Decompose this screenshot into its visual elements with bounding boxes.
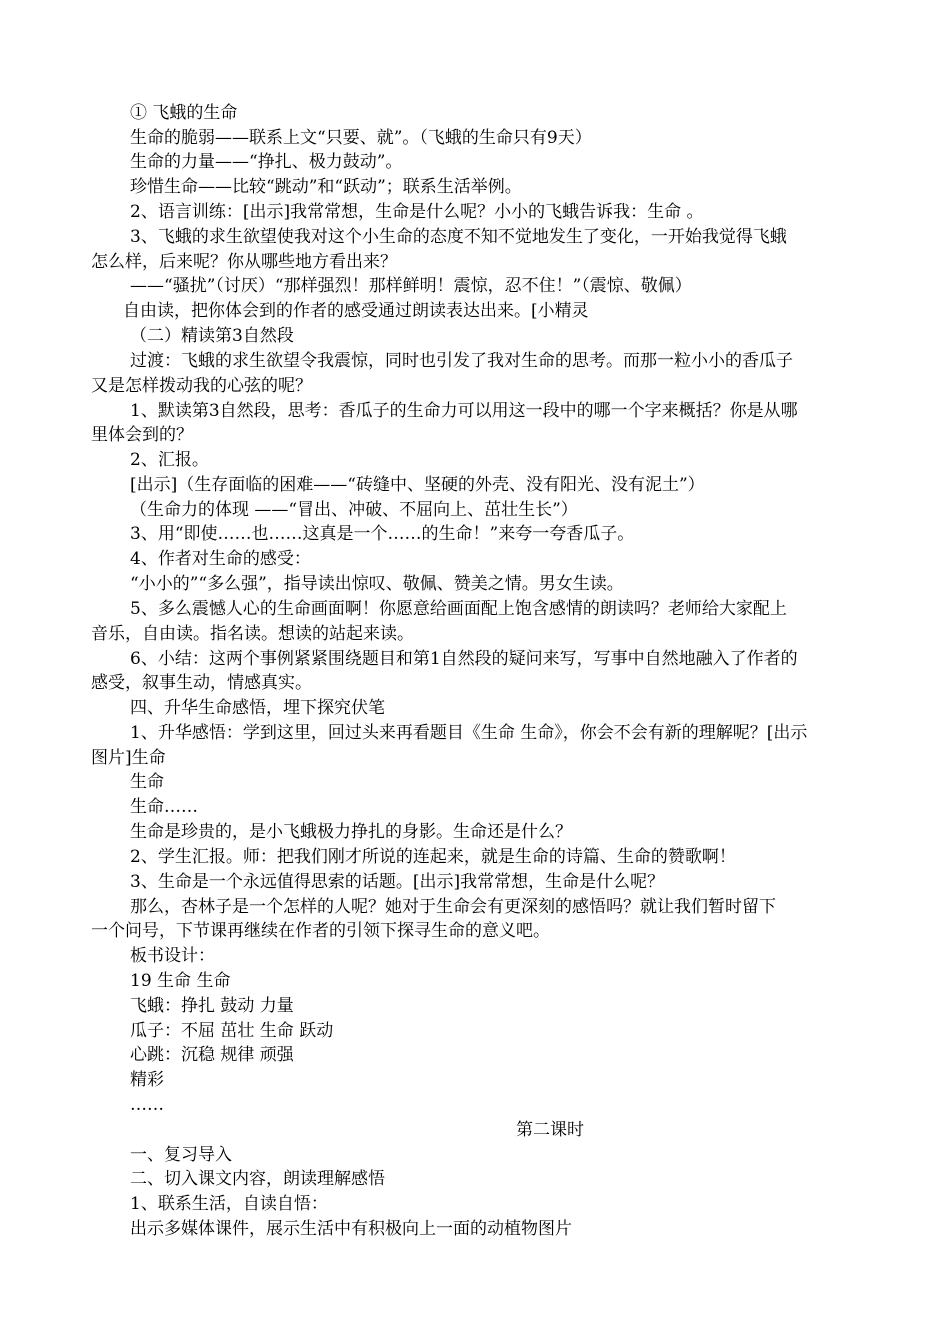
text-line: 生命的脆弱——联系上文“只要、就”。（飞蛾的生命只有9天） [130, 128, 592, 148]
text-line: （生命力的体现 ——“冒出、冲破、不屈向上、茁壮生长”） [130, 500, 578, 520]
text-line: [出示]（生存面临的困难——“砖缝中、坚硬的外壳、没有阳光、没有泥土”） [130, 475, 705, 495]
text-line: 感受，叙事生动，情感真实。 [91, 673, 312, 693]
text-line: ① 飞蛾的生命 [130, 103, 238, 123]
text-line: 2、语言训练：[出示]我常常想，生命是什么呢？小小的飞蛾告诉我：生命 。 [130, 202, 704, 222]
text-line: 音乐，自由读。指名读。想读的站起来读。 [91, 624, 414, 644]
board-line: 飞蛾：挣扎 鼓动 力量 [130, 996, 294, 1016]
text-line: 珍惜生命——比较“跳动”和“跃动”；联系生活举例。 [130, 177, 522, 197]
section-heading: （二）精读第3自然段 [130, 326, 294, 346]
text-line: 1、联系生活，自读自悟： [130, 1194, 328, 1214]
text-line: 3、用“即使……也……这真是一个……的生命！”来夸一夸香瓜子。 [130, 524, 635, 544]
text-line: 图片]生命 [91, 748, 166, 768]
text-line: 3、飞蛾的求生欲望使我对这个小生命的态度不知不觉地发生了变化，一开始我觉得飞蛾 [130, 227, 787, 247]
text-line: 3、生命是一个永远值得思索的话题。[出示]我常常想，生命是什么呢？ [130, 872, 665, 892]
board-line: 瓜子：不屈 茁壮 生命 跃动 [130, 1021, 334, 1041]
text-line: 一个问号，下节课再继续在作者的引领下探寻生命的意义吧。 [91, 921, 550, 941]
text-line: 生命 [130, 772, 164, 792]
text-line: 生命是珍贵的，是小飞蛾极力挣扎的身影。生命还是什么？ [130, 822, 572, 842]
lesson-title: 第二课时 [516, 1120, 584, 1140]
text-line: 6、小结：这两个事例紧紧围绕题目和第1自然段的疑问来写，写事中自然地融入了作者的 [130, 649, 798, 669]
board-line: 精彩 [130, 1070, 164, 1090]
text-line: 自由读，把你体会到的作者的感受通过朗读表达出来。[小精灵 [123, 301, 589, 321]
text-line: 5、多么震憾人心的生命画面啊！你愿意给画面配上饱含感情的朗读吗？老师给大家配上 [130, 599, 787, 619]
text-line: 生命的力量——“挣扎、极力鼓动”。 [130, 152, 403, 172]
section-heading: 一、复习导入 [130, 1145, 232, 1165]
text-line: “小小的”“多么强”，指导读出惊叹、敬佩、赞美之情。男女生读。 [130, 574, 624, 594]
text-line: 2、汇报。 [130, 450, 209, 470]
text-line: 生命…… [130, 797, 198, 817]
text-line: 4、作者对生命的感受： [130, 549, 311, 569]
text-line: 1、默读第3自然段，思考：香瓜子的生命力可以用这一段中的哪一个字来概括？你是从哪 [130, 401, 798, 421]
text-line: 里体会到的？ [91, 425, 193, 445]
text-line: 那么，杏林子是一个怎样的人呢？她对于生命会有更深刻的感悟吗？就让我们暂时留下 [130, 897, 776, 917]
text-line: 怎么样，后来呢？你从哪些地方看出来？ [91, 252, 397, 272]
section-heading: 四、升华生命感悟，埋下探究伏笔 [130, 698, 385, 718]
section-heading: 二、切入课文内容，朗读理解感悟 [130, 1169, 385, 1189]
text-line: 2、学生汇报。师：把我们刚才所说的连起来，就是生命的诗篇、生命的赞歌啊！ [130, 847, 736, 867]
text-line: ——“骚扰”（讨厌）“那样强烈！那样鲜明！震惊，忍不住！”（震惊、敬佩） [130, 276, 692, 296]
text-line: 又是怎样拨动我的心弦的呢？ [91, 376, 312, 396]
board-line: …… [130, 1095, 164, 1115]
text-line: 出示多媒体课件，展示生活中有积极向上一面的动植物图片 [130, 1219, 572, 1239]
board-line: 心跳：沉稳 规律 顽强 [130, 1045, 294, 1065]
text-line: 过渡：飞蛾的求生欲望令我震惊，同时也引发了我对生命的思考。而那一粒小小的香瓜子 [130, 351, 793, 371]
board-line: 19 生命 生命 [130, 971, 231, 991]
text-line: 1、升华感悟：学到这里，回过头来再看题目《生命 生命》，你会不会有新的理解呢？[出示 [130, 723, 808, 743]
board-design-heading: 板书设计： [130, 946, 215, 966]
